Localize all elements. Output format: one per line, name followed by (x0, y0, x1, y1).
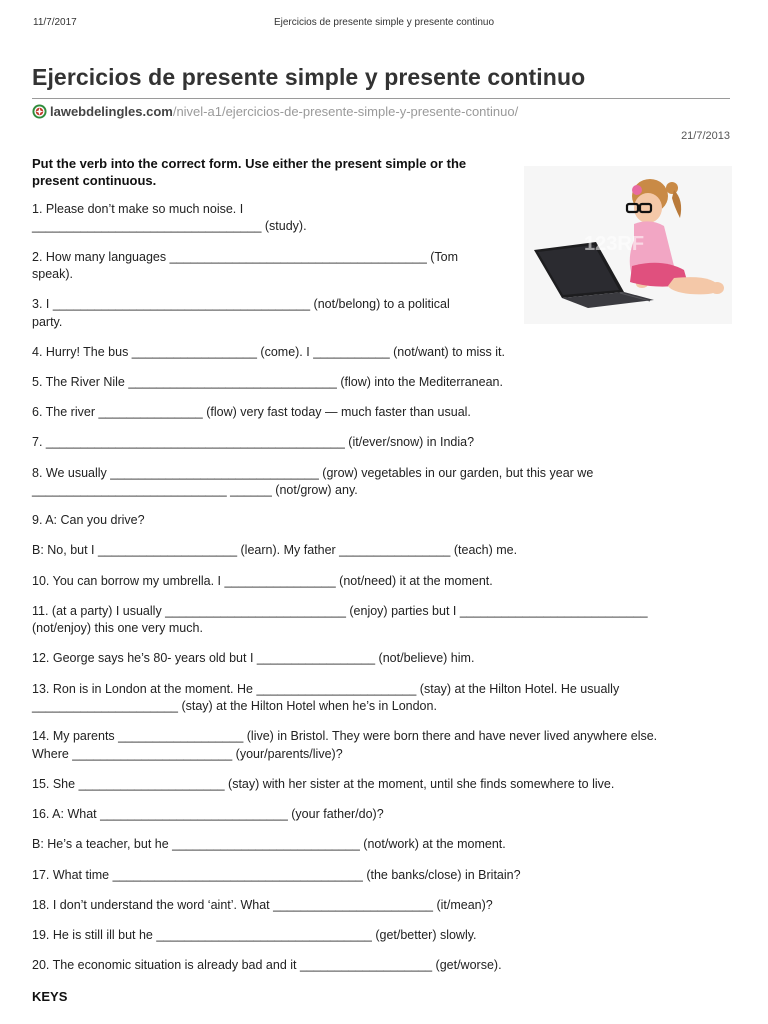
exercise-list (32, 201, 722, 975)
exercise-gap (32, 560, 722, 573)
exercise-line: 15. She _____________________ (stay) with her sister at the moment, until she finds somewhere to live. (32, 776, 615, 791)
exercise-gap (32, 391, 722, 404)
exercise-gap (32, 715, 722, 728)
exercise-item (32, 681, 722, 716)
exercise-item (32, 867, 722, 884)
exercise-line: 2. How many languages _____________________________________ (Tom (32, 249, 459, 264)
exercise-item (32, 573, 722, 590)
exercise-item (32, 603, 722, 638)
watermark-text: 123RF (584, 233, 645, 255)
source-domain[interactable]: lawebdelingles.com (50, 104, 173, 119)
exercise-line: 8. We usually ______________________________ (grow) vegetables in our garden, but this year we (32, 465, 594, 480)
exercise-item (32, 512, 722, 529)
exercise-item (32, 897, 722, 914)
exercise-line: Where _______________________ (your/parents/live)? (32, 746, 343, 761)
exercise-item (32, 465, 722, 500)
exercise-line: 4. Hurry! The bus __________________ (come). I ___________ (not/want) to miss it. (32, 344, 505, 359)
exercise-gap (32, 944, 722, 957)
title-divider (32, 98, 730, 99)
exercise-line: ____________________________ ______ (not/grow) any. (32, 483, 358, 498)
print-title: Ejercicios de presente simple y presente continuo (273, 17, 495, 28)
exercise-item (32, 434, 722, 451)
exercise-line: 16. A: What ___________________________ (your father/do)? (32, 807, 384, 822)
exercise-gap (32, 590, 722, 603)
exercise-item (32, 650, 722, 667)
source-path[interactable]: /nivel-a1/ejercicios-de-presente-simple-y-presente-continuo/ (172, 104, 519, 119)
exercise-item (32, 836, 722, 853)
exercise-line: party. (32, 314, 63, 329)
exercise-item (32, 296, 500, 331)
exercise-gap (32, 530, 722, 543)
exercise-gap (32, 854, 722, 867)
exercise-line: 3. I _____________________________________ (not/belong) to a political (32, 297, 450, 312)
exercise-gap (32, 914, 722, 927)
exercise-line: 19. He is still ill but he _______________________________ (get/better) slowly. (32, 927, 477, 942)
exercise-item (32, 249, 500, 284)
exercise-gap (32, 499, 722, 512)
publish-date: 21/7/2013 (681, 130, 730, 142)
print-date: 11/7/2017 (33, 17, 77, 28)
exercise-gap (32, 422, 722, 435)
exercise-gap (32, 283, 722, 296)
exercise-item (32, 806, 722, 823)
exercise-line: B: He’s a teacher, but he ___________________________ (not/work) at the moment. (32, 837, 506, 852)
exercise-line: _____________________ (stay) at the Hilton Hotel when he’s in London. (32, 699, 437, 714)
exercise-item (32, 776, 722, 793)
exercise-line: 9. A: Can you drive? (32, 513, 145, 528)
source-link[interactable] (32, 104, 518, 119)
exercise-item (32, 201, 500, 236)
exercise-line: 10. You can borrow my umbrella. I ________________ (not/need) it at the moment. (32, 573, 493, 588)
exercise-line: B: No, but I ____________________ (learn). My father ________________ (teach) me. (32, 543, 518, 558)
site-logo-icon (32, 104, 47, 119)
print-header (33, 17, 735, 31)
exercise-line: 18. I don’t understand the word ‘aint’. What _______________________ (it/mean)? (32, 897, 493, 912)
exercise-line: 12. George says he’s 80- years old but I _________________ (not/believe) him. (32, 651, 475, 666)
exercise-line: 6. The river _______________ (flow) very fast today — much faster than usual. (32, 405, 471, 420)
exercise-line: _________________________________ (study). (32, 219, 307, 234)
exercise-item (32, 927, 722, 944)
instructions: Put the verb into the correct form. Use either the present simple or the present continuous. (32, 156, 467, 188)
exercise-line: 7. ___________________________________________ (it/ever/snow) in India? (32, 435, 475, 450)
exercise-line: 20. The economic situation is already bad and it ___________________ (get/worse). (32, 958, 502, 973)
exercise-gap (32, 638, 722, 651)
exercise-line: 11. (at a party) I usually __________________________ (enjoy) parties but I ___________________________ (32, 603, 648, 618)
exercise-gap (32, 793, 722, 806)
exercise-line: 1. Please don’t make so much noise. I (32, 202, 244, 216)
exercise-gap (32, 452, 722, 465)
exercise-gap (32, 331, 722, 344)
exercise-line: 17. What time ____________________________________ (the banks/close) in Britain? (32, 867, 521, 882)
exercise-line: 13. Ron is in London at the moment. He _______________________ (stay) at the Hilton Hotel. He usually (32, 681, 620, 696)
exercise-item (32, 374, 722, 391)
exercise-item (32, 404, 722, 421)
exercise-item (32, 542, 722, 559)
exercise-line: 14. My parents __________________ (live) in Bristol. They were born there and have never lived anywhere else. (32, 729, 658, 744)
exercise-gap (32, 824, 722, 837)
exercise-gap (32, 236, 722, 249)
exercise-line: 5. The River Nile ______________________________ (flow) into the Mediterranean. (32, 375, 503, 390)
exercise-line: (not/enjoy) this one very much. (32, 621, 203, 636)
exercise-gap (32, 361, 722, 374)
keys-heading: KEYS (32, 989, 68, 1004)
exercise-gap (32, 884, 722, 897)
exercise-item (32, 957, 722, 974)
exercise-gap (32, 668, 722, 681)
exercise-item (32, 728, 722, 763)
page-title: Ejercicios de presente simple y presente continuo (32, 64, 586, 90)
exercise-item (32, 344, 722, 361)
exercise-gap (32, 763, 722, 776)
exercise-line: speak). (32, 267, 73, 282)
